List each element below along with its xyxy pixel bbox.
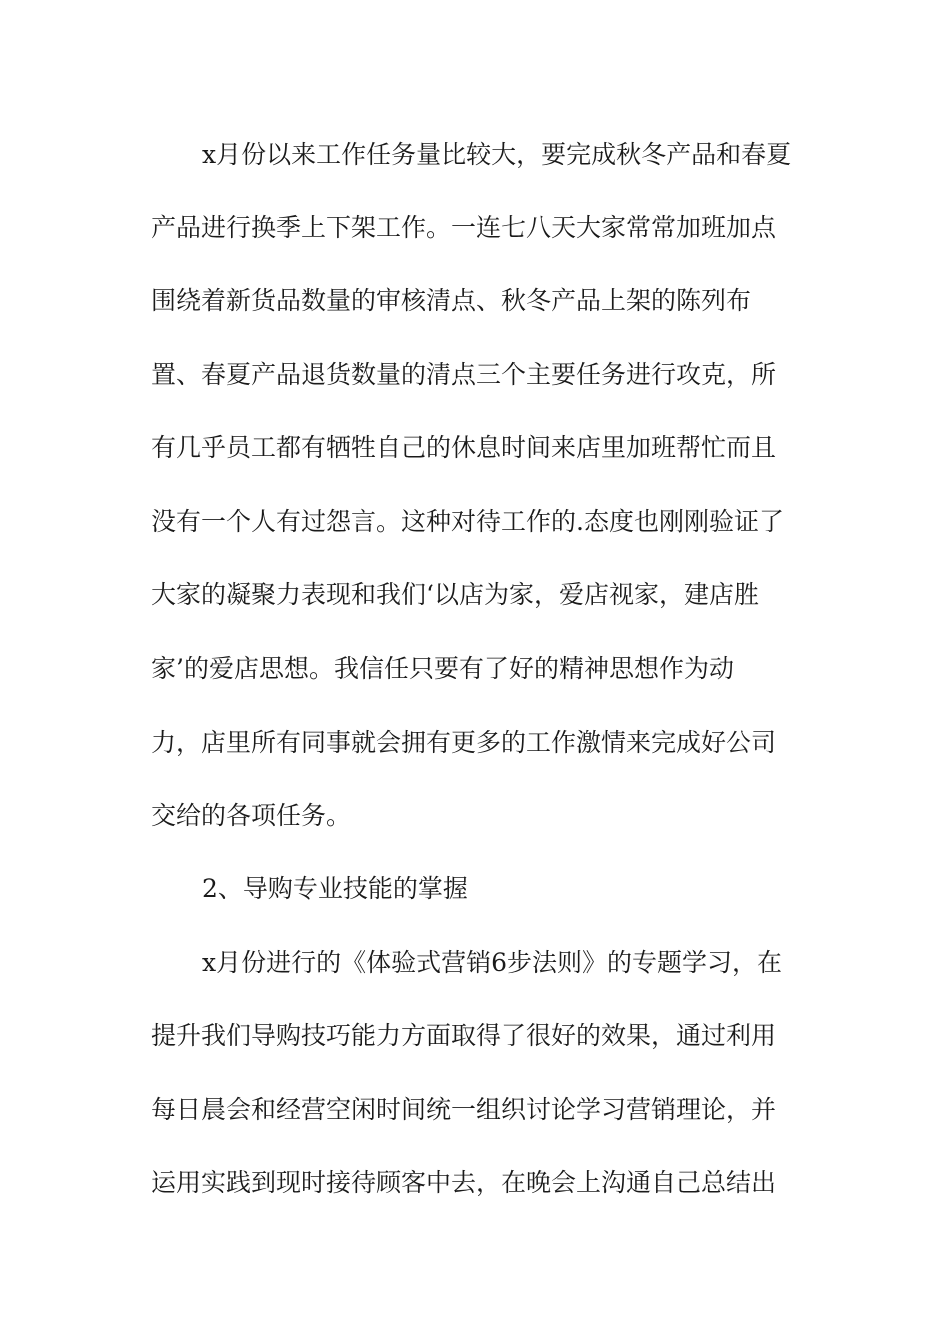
text-line: 有几乎员工都有牺牲自己的休息时间来店里加班帮忙而且 [151,433,777,462]
text-line: 运用实践到现时接待顾客中去，在晚会上沟通自己总结出 [151,1168,777,1197]
text-line: 产品进行换季上下架工作。一连七八天大家常常加班加点 [151,213,777,242]
text-line: 置、春夏产品退货数量的清点三个主要任务进行攻克，所 [151,360,777,389]
text-line: 交给的各项任务。 [151,801,352,830]
text-line: 每日晨会和经营空闲时间统一组织讨论学习营销理论，并 [151,1095,777,1124]
text-line: 没有一个人有过怨言。这种对待工作的.态度也刚刚验证了 [151,507,784,536]
text-line: 大家的凝聚力表现和我们‘以店为家，爱店视家，建店胜 [151,580,759,609]
section-heading: 2、导购专业技能的掌握 [202,874,468,903]
text-line: x月份进行的《体验式营销6步法则》的专题学习，在 [202,948,783,977]
text-line: x月份以来工作任务量比较大，要完成秋冬产品和春夏 [202,140,792,169]
text-line: 家’的爱店思想。我信任只要有了好的精神思想作为动 [151,654,734,683]
text-line: 围绕着新货品数量的审核清点、秋冬产品上架的陈列布 [151,286,752,315]
text-line: 力，店里所有同事就会拥有更多的工作激情来完成好公司 [151,728,777,757]
text-line: 提升我们导购技巧能力方面取得了很好的效果，通过利用 [151,1021,777,1050]
